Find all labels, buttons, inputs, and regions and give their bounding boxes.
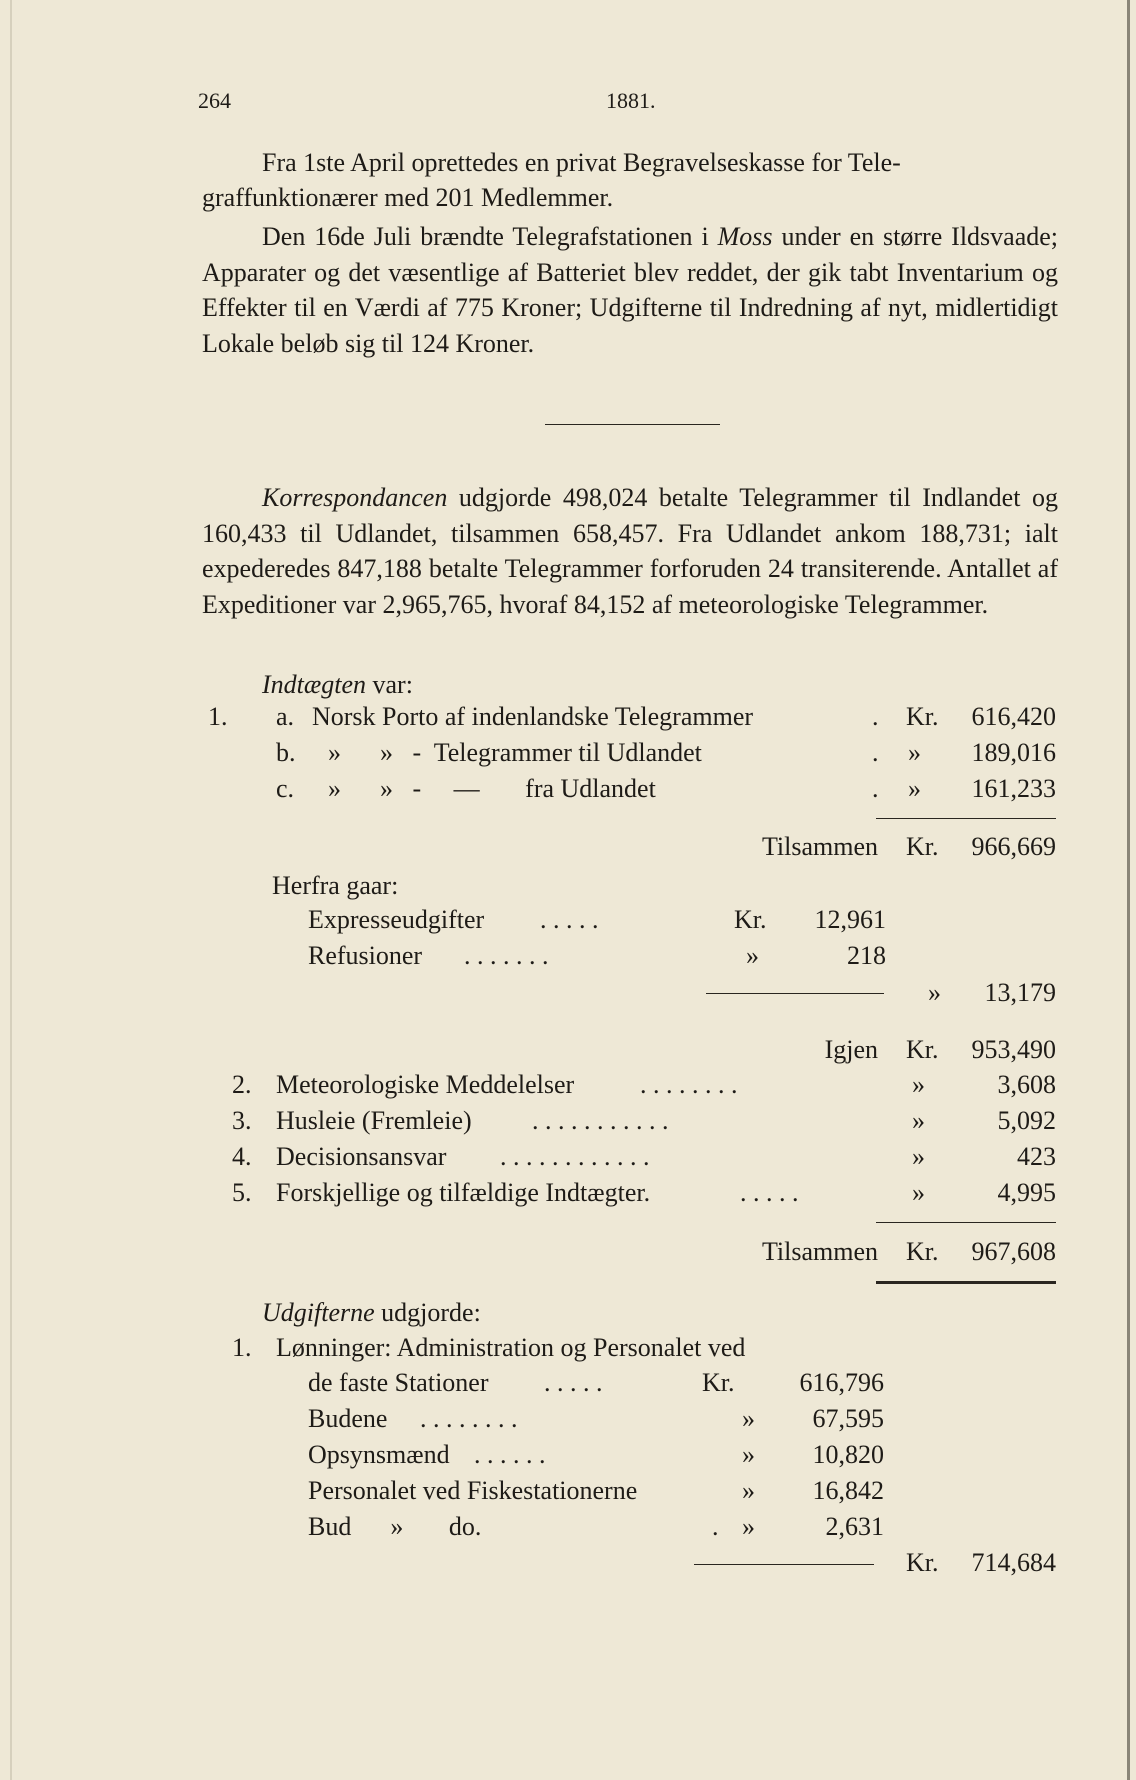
subtotal-rule — [876, 818, 1056, 819]
expense-amount: 16,842 — [812, 1476, 884, 1505]
income-row-text: » » - — fra Udlandet — [328, 774, 656, 803]
other-num: 5. — [232, 1178, 252, 1207]
income-total-cur: Kr. — [906, 832, 939, 861]
income-row-dots: . — [872, 738, 879, 767]
income-heading-italic: Indtægten — [262, 670, 366, 699]
other-text: Husleie (Fremleie) — [276, 1106, 472, 1135]
expense-amount: 10,820 — [812, 1440, 884, 1469]
deduct-total-amount: 13,179 — [984, 978, 1056, 1007]
other-amount: 4,995 — [997, 1178, 1056, 1207]
expenses-rule — [694, 1564, 874, 1565]
other-cur: » — [912, 1106, 925, 1135]
other-dots: . . . . . . . . — [640, 1070, 738, 1099]
income-row-sub: b. — [276, 738, 296, 767]
other-text: Meteorologiske Meddelelser — [276, 1070, 575, 1099]
expense-cur: » — [742, 1476, 755, 1505]
page-right-edge — [1127, 0, 1130, 1780]
income-row-amount: 189,016 — [971, 738, 1056, 767]
expense-amount: 616,796 — [799, 1368, 884, 1397]
expense-dots: . . . . . . — [474, 1440, 546, 1469]
income-row-sub: c. — [276, 774, 295, 803]
expense-cur: » — [742, 1440, 755, 1469]
expenses-num: 1. — [232, 1333, 252, 1362]
other-cur: » — [912, 1142, 925, 1171]
income-row-text: » » - Telegrammer til Udlandet — [328, 738, 702, 767]
income-heading-rest: var: — [372, 670, 413, 699]
other-dots: . . . . . . . . . . . . — [500, 1142, 650, 1171]
income-row-cur: Kr. — [906, 702, 939, 731]
grand-total-label: Tilsammen — [761, 1237, 878, 1266]
other-num: 2. — [232, 1070, 252, 1099]
grand-total-cur: Kr. — [906, 1237, 939, 1266]
other-dots: . . . . . . . . . . . — [532, 1106, 669, 1135]
expense-dots: . . . . . . . . — [420, 1404, 518, 1433]
income-row-num: 1. — [208, 702, 228, 731]
expenses-heading-rest: udgjorde: — [381, 1298, 481, 1327]
grand-total-amount: 967,608 — [971, 1237, 1056, 1266]
para2-rest: under en større Ildsvaade; Apparater og det væsentlige af Batteriet blev reddet, der gik tabt Inventarium og Effekter til en Værdi af 775 Kroner; Udgifterne til Indredning af nyt, midlertidigt Lokale beløb sig til 124 Kroner. — [202, 222, 1059, 358]
deduct-rule — [706, 993, 884, 994]
expenses-total-amount: 714,684 — [971, 1548, 1056, 1577]
expense-text: Bud » do. — [308, 1512, 482, 1541]
deduct-cur: Kr. — [734, 905, 767, 934]
expenses-heading — [262, 1298, 481, 1328]
expenses-total-cur: Kr. — [906, 1548, 939, 1577]
para1-line1: Fra 1ste April oprettedes en privat Begravelseskasse for Tele- — [262, 148, 901, 177]
para2-lead: Den 16de Juli brændte Telegrafstationen i — [262, 222, 709, 251]
page-left-edge — [10, 0, 12, 1780]
expense-dots: . — [712, 1512, 719, 1541]
expense-cur: » — [742, 1404, 755, 1433]
expense-cur: Kr. — [702, 1368, 735, 1397]
deduct-text: Refusioner — [308, 941, 423, 970]
grand-total-double-rule — [876, 1281, 1056, 1284]
deduct-amount: 218 — [847, 941, 886, 970]
income-heading — [262, 670, 413, 700]
deduct-text: Expresseudgifter — [308, 905, 485, 934]
other-amount: 3,608 — [997, 1070, 1056, 1099]
expense-cur: » — [742, 1512, 755, 1541]
para2-place: Moss — [717, 222, 773, 251]
income-row-amount: 161,233 — [971, 774, 1056, 803]
expense-text: de faste Stationer — [308, 1368, 489, 1397]
grand-total-rule — [876, 1222, 1056, 1223]
income-row-sub: a. — [276, 702, 295, 731]
income-total-label: Tilsammen — [761, 832, 878, 861]
para3-rest: udgjorde 498,024 betalte Telegrammer til Indlandet og 160,433 til Udlandet, tilsammen 658,457. Fra Udlandet ankom 188,731; ialt expederedes 847,188 betalte Telegrammer forforuden 24 transiterende. Antallet af Expeditioner var 2,965,765, hvoraf 84,152 af meteorologiske Telegrammer. — [202, 483, 1058, 619]
expense-text: Personalet ved Fiskestationerne — [308, 1476, 638, 1505]
income-row-text: Norsk Porto af indenlandske Telegrammer — [312, 702, 754, 731]
expenses-line1: Lønninger: Administration og Personalet ved — [276, 1333, 746, 1362]
para3 — [202, 480, 1058, 622]
income-row-cur: » — [908, 738, 921, 767]
para1-line2: graffunktionærer med 201 Medlemmer. — [202, 183, 614, 212]
igjen-cur: Kr. — [906, 1035, 939, 1064]
deduct-dots: . . . . . — [540, 905, 599, 934]
income-row-cur: » — [908, 774, 921, 803]
expenses-heading-italic: Udgifterne — [262, 1298, 375, 1327]
igjen-amount: 953,490 — [971, 1035, 1056, 1064]
page-year: 1881. — [606, 88, 656, 113]
other-cur: » — [912, 1178, 925, 1207]
other-cur: » — [912, 1070, 925, 1099]
deduct-dots: . . . . . . . — [464, 941, 549, 970]
other-num: 3. — [232, 1106, 252, 1135]
other-num: 4. — [232, 1142, 252, 1171]
para2 — [202, 219, 1058, 361]
igjen-label: Igjen — [824, 1035, 878, 1064]
income-row-amount: 616,420 — [971, 702, 1056, 731]
income-total-amount: 966,669 — [971, 832, 1056, 861]
expense-dots: . . . . . — [544, 1368, 603, 1397]
section-divider — [545, 424, 720, 425]
deduct-total-cur: » — [928, 978, 941, 1007]
deduct-heading: Herfra gaar: — [272, 871, 399, 900]
expense-text: Budene — [308, 1404, 388, 1433]
deduct-amount: 12,961 — [814, 905, 886, 934]
other-amount: 5,092 — [997, 1106, 1056, 1135]
other-amount: 423 — [1017, 1142, 1056, 1171]
expense-text: Opsynsmænd — [308, 1440, 450, 1469]
para3-lead: Korrespondancen — [262, 483, 448, 512]
income-row-dots: . — [872, 702, 879, 731]
other-text: Decisionsansvar — [276, 1142, 447, 1171]
page-number: 264 — [198, 88, 231, 113]
expense-amount: 2,631 — [825, 1512, 884, 1541]
income-row-dots: . — [872, 774, 879, 803]
other-dots: . . . . . — [740, 1178, 799, 1207]
deduct-cur: » — [746, 941, 759, 970]
other-text: Forskjellige og tilfældige Indtægter. — [276, 1178, 651, 1207]
expense-amount: 67,595 — [812, 1404, 884, 1433]
